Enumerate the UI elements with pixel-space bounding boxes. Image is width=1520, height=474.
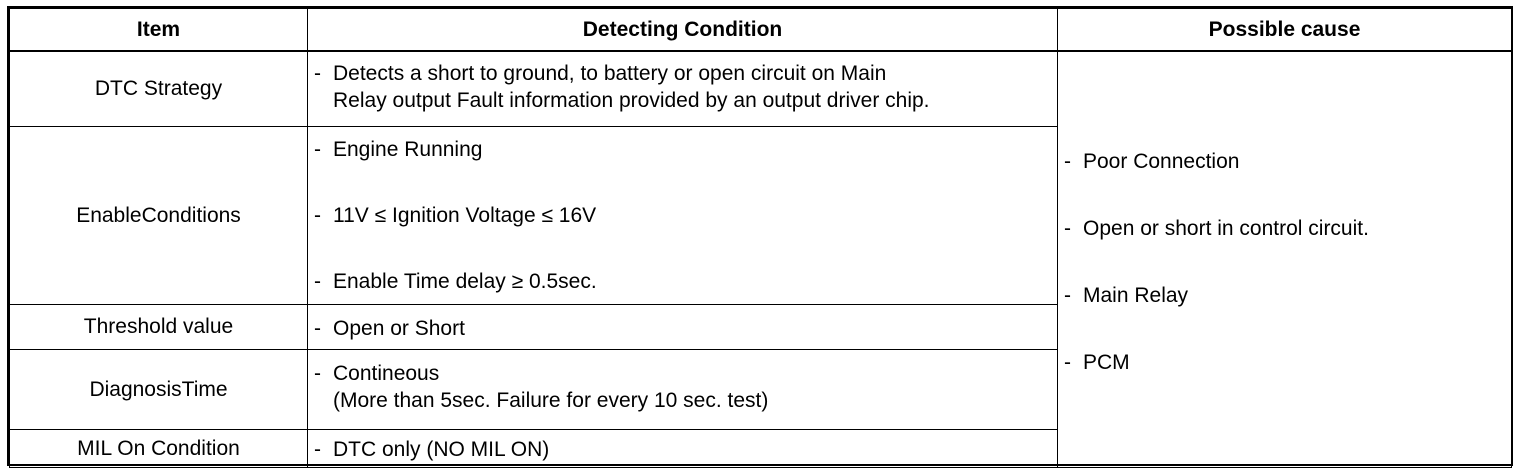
condition-text: Contineous	[333, 361, 440, 385]
row-item-threshold-value: Threshold value	[10, 304, 308, 349]
condition-text: 11V ≤ Ignition Voltage ≤ 16V	[333, 203, 597, 227]
bullet-dash: -	[314, 361, 321, 385]
dtc-table	[9, 8, 1512, 468]
dtc-table-container	[7, 6, 1513, 466]
table-header-row	[10, 9, 1512, 52]
possible-cause-cell	[1058, 51, 1512, 467]
condition-text: DTC only (NO MIL ON)	[333, 437, 550, 461]
condition-text: Detects a short to ground, to battery or open circuit on Main	[333, 62, 887, 85]
cause-item	[1064, 282, 1511, 309]
bullet-dash: -	[314, 437, 321, 461]
table-row	[10, 51, 1512, 126]
cause-text: Poor Connection	[1083, 150, 1240, 173]
condition-text: (More than 5sec. Failure for every 10 sec. test)	[333, 388, 769, 412]
row-condition-threshold-value	[308, 304, 1058, 349]
bullet-spacer	[314, 387, 333, 414]
cause-text: Open or short in control circuit.	[1083, 217, 1369, 240]
row-condition-enable-conditions	[308, 126, 1058, 304]
condition-line	[314, 315, 1057, 342]
bullet-dash: -	[1064, 217, 1071, 240]
row-item-diagnosis-time: DiagnosisTime	[10, 349, 308, 429]
condition-line	[314, 360, 1057, 387]
condition-line	[314, 87, 1057, 114]
cause-item	[1064, 148, 1511, 175]
condition-text: Enable Time delay ≥ 0.5sec.	[333, 269, 597, 293]
condition-line	[314, 202, 1057, 229]
bullet-dash: -	[1064, 150, 1071, 173]
condition-text: Relay output Fault information provided by an output driver chip.	[333, 89, 930, 112]
header-possible-cause: Possible cause	[1058, 9, 1512, 52]
bullet-dash: -	[1064, 284, 1071, 307]
bullet-dash: -	[1064, 351, 1071, 374]
bullet-dash: -	[314, 62, 321, 85]
row-item-dtc-strategy: DTC Strategy	[10, 51, 308, 126]
header-item: Item	[10, 9, 308, 52]
cause-item	[1064, 215, 1511, 242]
bullet-dash: -	[314, 316, 321, 340]
row-item-mil-on-condition: MIL On Condition	[10, 429, 308, 467]
cause-text: PCM	[1083, 351, 1130, 374]
condition-line	[314, 136, 1057, 163]
condition-line	[314, 387, 1057, 414]
bullet-dash: -	[314, 137, 321, 161]
bullet-dash: -	[314, 269, 321, 293]
row-item-enable-conditions: EnableConditions	[10, 126, 308, 304]
condition-line	[314, 436, 1057, 463]
header-detecting-condition: Detecting Condition	[308, 9, 1058, 52]
row-condition-dtc-strategy	[308, 51, 1058, 126]
cause-text: Main Relay	[1083, 284, 1189, 307]
condition-text: Engine Running	[333, 137, 483, 161]
condition-line	[314, 268, 1057, 295]
condition-line	[314, 60, 1057, 87]
bullet-dash: -	[314, 203, 321, 227]
condition-text: Open or Short	[333, 316, 465, 340]
bullet-spacer	[314, 87, 333, 114]
cause-item	[1064, 349, 1511, 376]
row-condition-mil-on-condition	[308, 429, 1058, 467]
row-condition-diagnosis-time	[308, 349, 1058, 429]
